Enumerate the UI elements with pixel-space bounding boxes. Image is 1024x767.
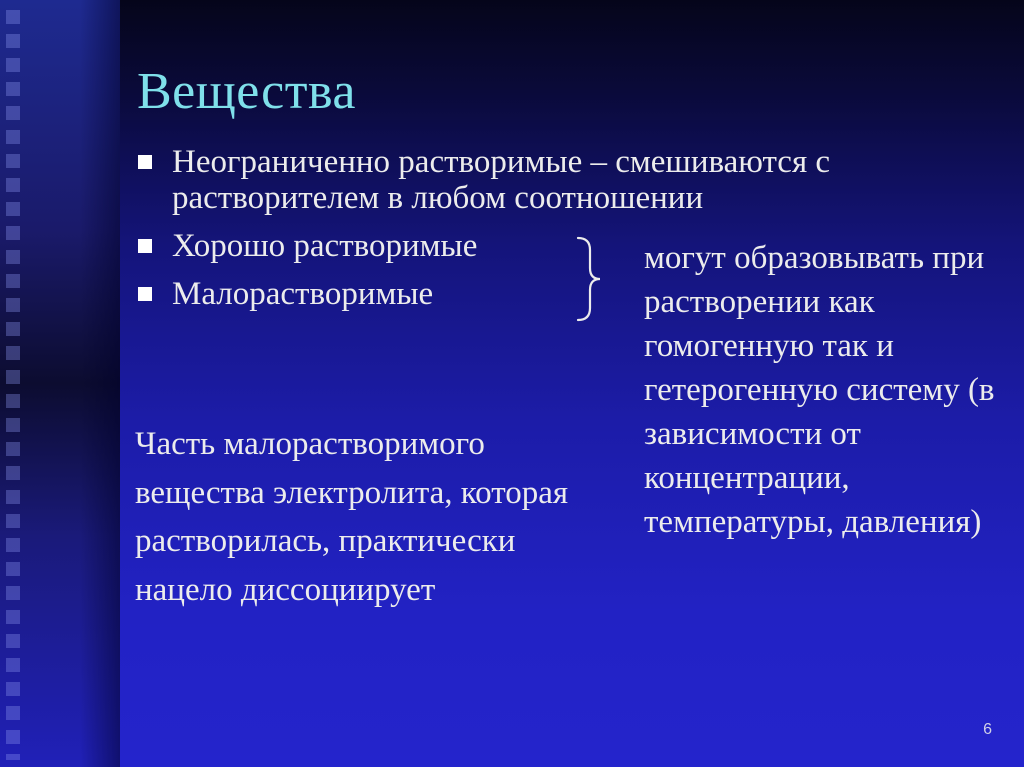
slide-title: Вещества bbox=[137, 63, 356, 120]
left-description-text: Часть малорастворимого вещества электролита, которая растворилась, практически нацело диссоциирует bbox=[135, 426, 569, 608]
right-description-text: могут образовывать при растворении как гомогенную так и гетерогенную систему (в зависимости от концентрации, температуры, давления) bbox=[644, 240, 995, 540]
decorative-side-strip bbox=[0, 0, 120, 767]
right-curly-brace-icon bbox=[572, 234, 606, 324]
square-bullet-icon bbox=[138, 155, 152, 169]
square-bullet-icon bbox=[138, 287, 152, 301]
decorative-shadow bbox=[80, 0, 120, 767]
page-number: 6 bbox=[983, 721, 992, 738]
bullet-text: Неограниченно растворимые – смешиваются с растворителем в любом соотношении bbox=[172, 144, 831, 216]
bullet-text: Хорошо растворимые bbox=[172, 228, 478, 264]
decorative-squares bbox=[2, 10, 24, 760]
bullet-item-unlimited-soluble bbox=[136, 144, 1002, 216]
bullet-text: Малорастворимые bbox=[172, 276, 434, 312]
square-bullet-icon bbox=[138, 239, 152, 253]
